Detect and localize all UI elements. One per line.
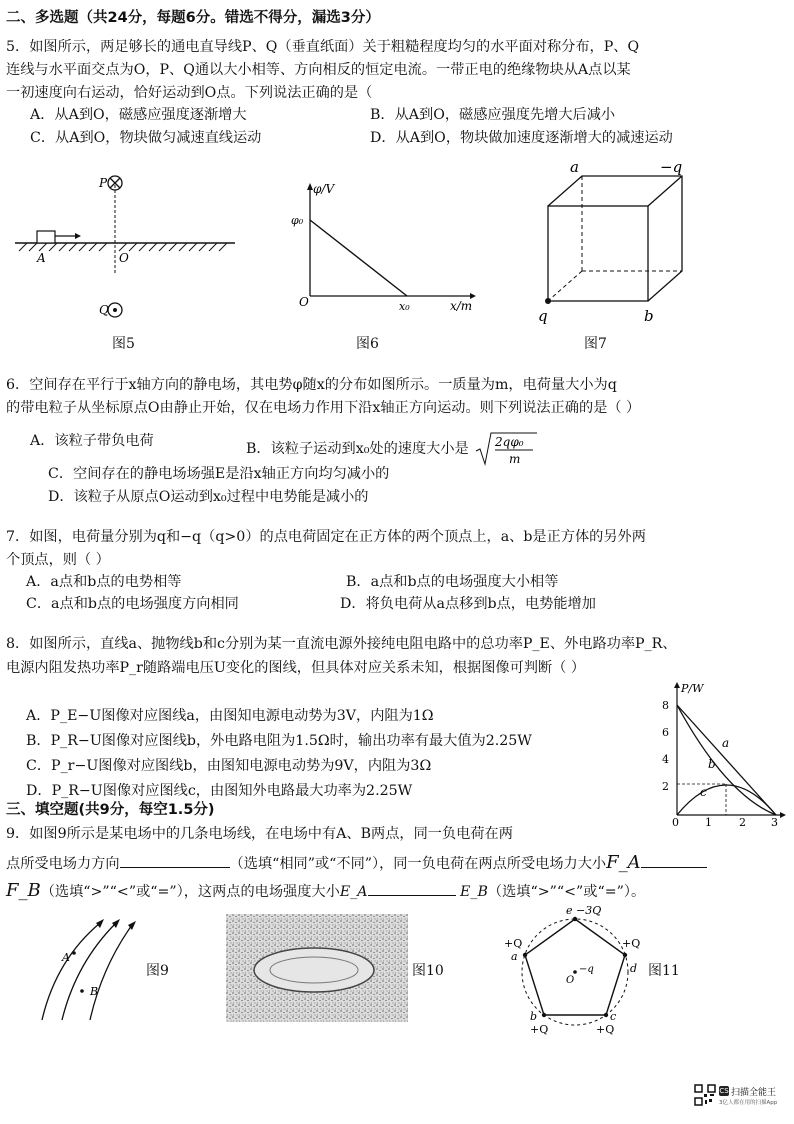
fig8-label-b: b <box>708 757 716 771</box>
force-fa: F_A <box>606 852 641 873</box>
fig6-phi0: φ₀ <box>291 214 304 227</box>
fig7-mq: −q <box>660 158 683 176</box>
figure-10-photo <box>226 914 408 1022</box>
q9-line1: 9．如图9所示是某电场中的几条电场线，在电场中有A、B两点，同一负电荷在两 <box>6 826 513 842</box>
fig6-xlabel: x/m <box>450 299 473 313</box>
field-ea: E_A <box>339 884 368 900</box>
frac-numerator: 2qφ₀ <box>495 435 524 449</box>
xtick-2: 2 <box>739 816 746 829</box>
pentagon <box>525 919 625 1015</box>
fig9-b: B <box>90 985 99 998</box>
q5-line1: 5．如图所示，两足够长的通电直导线P、Q（垂直纸面）关于粗糙程度均匀的水平面对称分布，P、Q <box>6 39 640 55</box>
q7-line2: 个顶点，则（ ） <box>6 552 110 568</box>
q7-option-c: C．a点和b点的电场强度方向相同 <box>26 596 239 612</box>
label-a: A <box>37 251 46 265</box>
fig10-caption: 图10 <box>412 963 444 979</box>
fig7-a: a <box>570 158 579 176</box>
q9-line2-a: 点所受电场力方向 <box>6 856 120 872</box>
fig8-ylabel: P/W <box>681 682 704 695</box>
q5-line3: 一初速度向右运动，恰好运动到O点。下列说法正确的是（ <box>6 85 373 101</box>
fig11-center-charge: −q <box>579 964 594 975</box>
q8-line1: 8．如图所示，直线a、抛物线b和c分别为某一直流电源外接纯电阻电路中的总功率P_E、外电路功率P_R、 <box>6 636 677 652</box>
q8-option-c: C．P_r−U图像对应图线b，由图知电源电动势为9V，内阻为3Ω <box>26 758 432 774</box>
scanner-watermark <box>694 1084 790 1108</box>
fig8-label-a: a <box>722 736 730 750</box>
q8-option-d: D．P_R−U图像对应图线c，由图知外电路最大功率为2.25W <box>26 783 413 799</box>
fig11-c: c <box>610 1010 617 1023</box>
fig11-b: b <box>530 1010 538 1023</box>
section-title: 二、多选题（共24分，每题6分。错选不得分，漏选3分） <box>6 10 380 26</box>
q6-option-d: D．该粒子从原点O运动到x₀过程中电势能是减小的 <box>48 489 369 505</box>
ytick-6: 6 <box>662 726 669 739</box>
label-p: P <box>99 176 108 190</box>
answer-blank-1[interactable] <box>120 852 230 868</box>
fig11-caption: 图11 <box>648 963 680 979</box>
curve-c <box>677 785 776 815</box>
answer-blank-3[interactable] <box>368 880 456 896</box>
fig7-b: b <box>644 307 654 325</box>
fig11-qc: +Q <box>596 1023 615 1036</box>
q5-option-a: A．从A到O，磁感应强度逐渐增大 <box>30 107 247 123</box>
fig11-qa: +Q <box>504 937 523 950</box>
qr-code-icon <box>694 1084 716 1106</box>
xtick-0: 0 <box>672 816 679 829</box>
ytick-2: 2 <box>662 780 669 793</box>
q5-option-b: B．从A到O，磁感应强度先增大后减小 <box>370 107 616 123</box>
q6-option-c: C．空间存在的静电场场强E是沿x轴正方向均匀减小的 <box>48 466 390 482</box>
potential-line <box>310 220 407 296</box>
velocity-arrow-icon <box>75 233 81 239</box>
fig11-a: a <box>511 950 518 963</box>
answer-blank-2[interactable] <box>641 852 707 868</box>
field-eb: E_B <box>460 884 488 900</box>
fig6-ylabel: φ/V <box>313 182 335 196</box>
q8-line2: 电源内阻发热功率P_r随路端电压U变化的图线，但具体对应关系未知，根据图像可判断（ ） <box>6 660 586 676</box>
fig5-caption: 图5 <box>112 336 135 352</box>
watermark-sub: 3亿人都在用的扫描App <box>719 1100 778 1106</box>
q7-option-d: D．将负电荷从a点移到b点，电势能增加 <box>340 596 596 612</box>
fig11-qd: +Q <box>622 937 641 950</box>
figure-11 <box>500 902 650 1037</box>
figure-8-power-chart <box>650 680 790 829</box>
q7-option-a: A．a点和b点的电势相等 <box>26 574 182 590</box>
line-a <box>677 705 776 815</box>
label-q: Q <box>99 303 109 317</box>
ytick-4: 4 <box>662 753 669 766</box>
q9-line2 <box>6 852 707 874</box>
fig11-qb: +Q <box>530 1023 549 1036</box>
q7-line1: 7．如图，电荷量分别为q和−q（q>0）的点电荷固定在正方体的两个顶点上，a、b是正方体的另外两 <box>6 529 646 545</box>
xtick-1: 1 <box>705 816 712 829</box>
label-o: O <box>119 251 129 265</box>
q8-option-b: B．P_R−U图像对应图线b，外电路电阻为1.5Ω时，输出功率有最大值为2.25W <box>26 733 532 749</box>
q5-line2: 连线与水平面交点为O，P、Q通以大小相等、方向相反的恒定电流。一带正电的绝缘物块从A点以某 <box>6 62 631 78</box>
q6-option-b-text: B．该粒子运动到x₀处的速度大小是 <box>246 441 469 457</box>
figure-6 <box>285 180 485 315</box>
force-fb: F_B <box>6 880 41 901</box>
q9-line3-b: （选填“>”“<”或“=”）。 <box>487 884 646 900</box>
fig7-caption: 图7 <box>584 336 607 352</box>
block <box>37 231 55 243</box>
section3-title: 三、填空题(共9分，每空1.5分) <box>6 802 215 818</box>
fig9-caption: 图9 <box>146 963 169 979</box>
fig6-origin: O <box>299 295 309 309</box>
cs-logo-icon: CS <box>719 1087 729 1095</box>
q9-line3 <box>6 880 645 902</box>
charge-q-dot <box>545 298 551 304</box>
frac-denominator: m <box>509 452 521 466</box>
fig6-caption: 图6 <box>356 336 379 352</box>
q6-option-b <box>246 431 537 467</box>
figure-5 <box>15 165 245 325</box>
fig8-label-c: c <box>700 785 707 799</box>
q8-option-a: A．P_E−U图像对应图线a，由图知电源电动势为3V，内阻为1Ω <box>26 708 434 724</box>
sqrt-expression <box>475 431 537 467</box>
q7-option-b: B．a点和b点的电场强度大小相等 <box>346 574 559 590</box>
fig6-x0: x₀ <box>399 300 410 313</box>
q9-line2-b: （选填“相同”或“不同”），同一负电荷在两点所受电场力大小 <box>229 856 607 872</box>
fig9-a: A <box>62 951 70 964</box>
q9-line3-a: （选填“>”“<”或“=”），这两点的电场强度大小 <box>40 884 340 900</box>
figure-7 <box>530 158 710 328</box>
fig11-e: e −3Q <box>566 904 602 917</box>
figure-9 <box>30 915 150 1025</box>
fig7-q: q <box>538 307 548 325</box>
xtick-3: 3 <box>771 816 778 829</box>
fig11-d: d <box>630 962 638 975</box>
q6-line1: 6．空间存在平行于x轴方向的静电场，其电势φ随x的分布如图所示。一质量为m，电荷量大小为q <box>6 377 617 393</box>
q5-option-d: D．从A到O，物块做加速度逐渐增大的减速运动 <box>370 130 673 146</box>
watermark-text: 扫描全能王 <box>731 1088 777 1098</box>
q6-line2: 的带电粒子从坐标原点O由静止开始，仅在电场力作用下沿x轴正方向运动。则下列说法正确的是（ ） <box>6 400 641 416</box>
fig11-o: O <box>566 975 575 986</box>
ytick-8: 8 <box>662 699 669 712</box>
q6-option-a: A．该粒子带负电荷 <box>30 433 154 449</box>
q5-option-c: C．从A到O，物块做匀减速直线运动 <box>30 130 262 146</box>
